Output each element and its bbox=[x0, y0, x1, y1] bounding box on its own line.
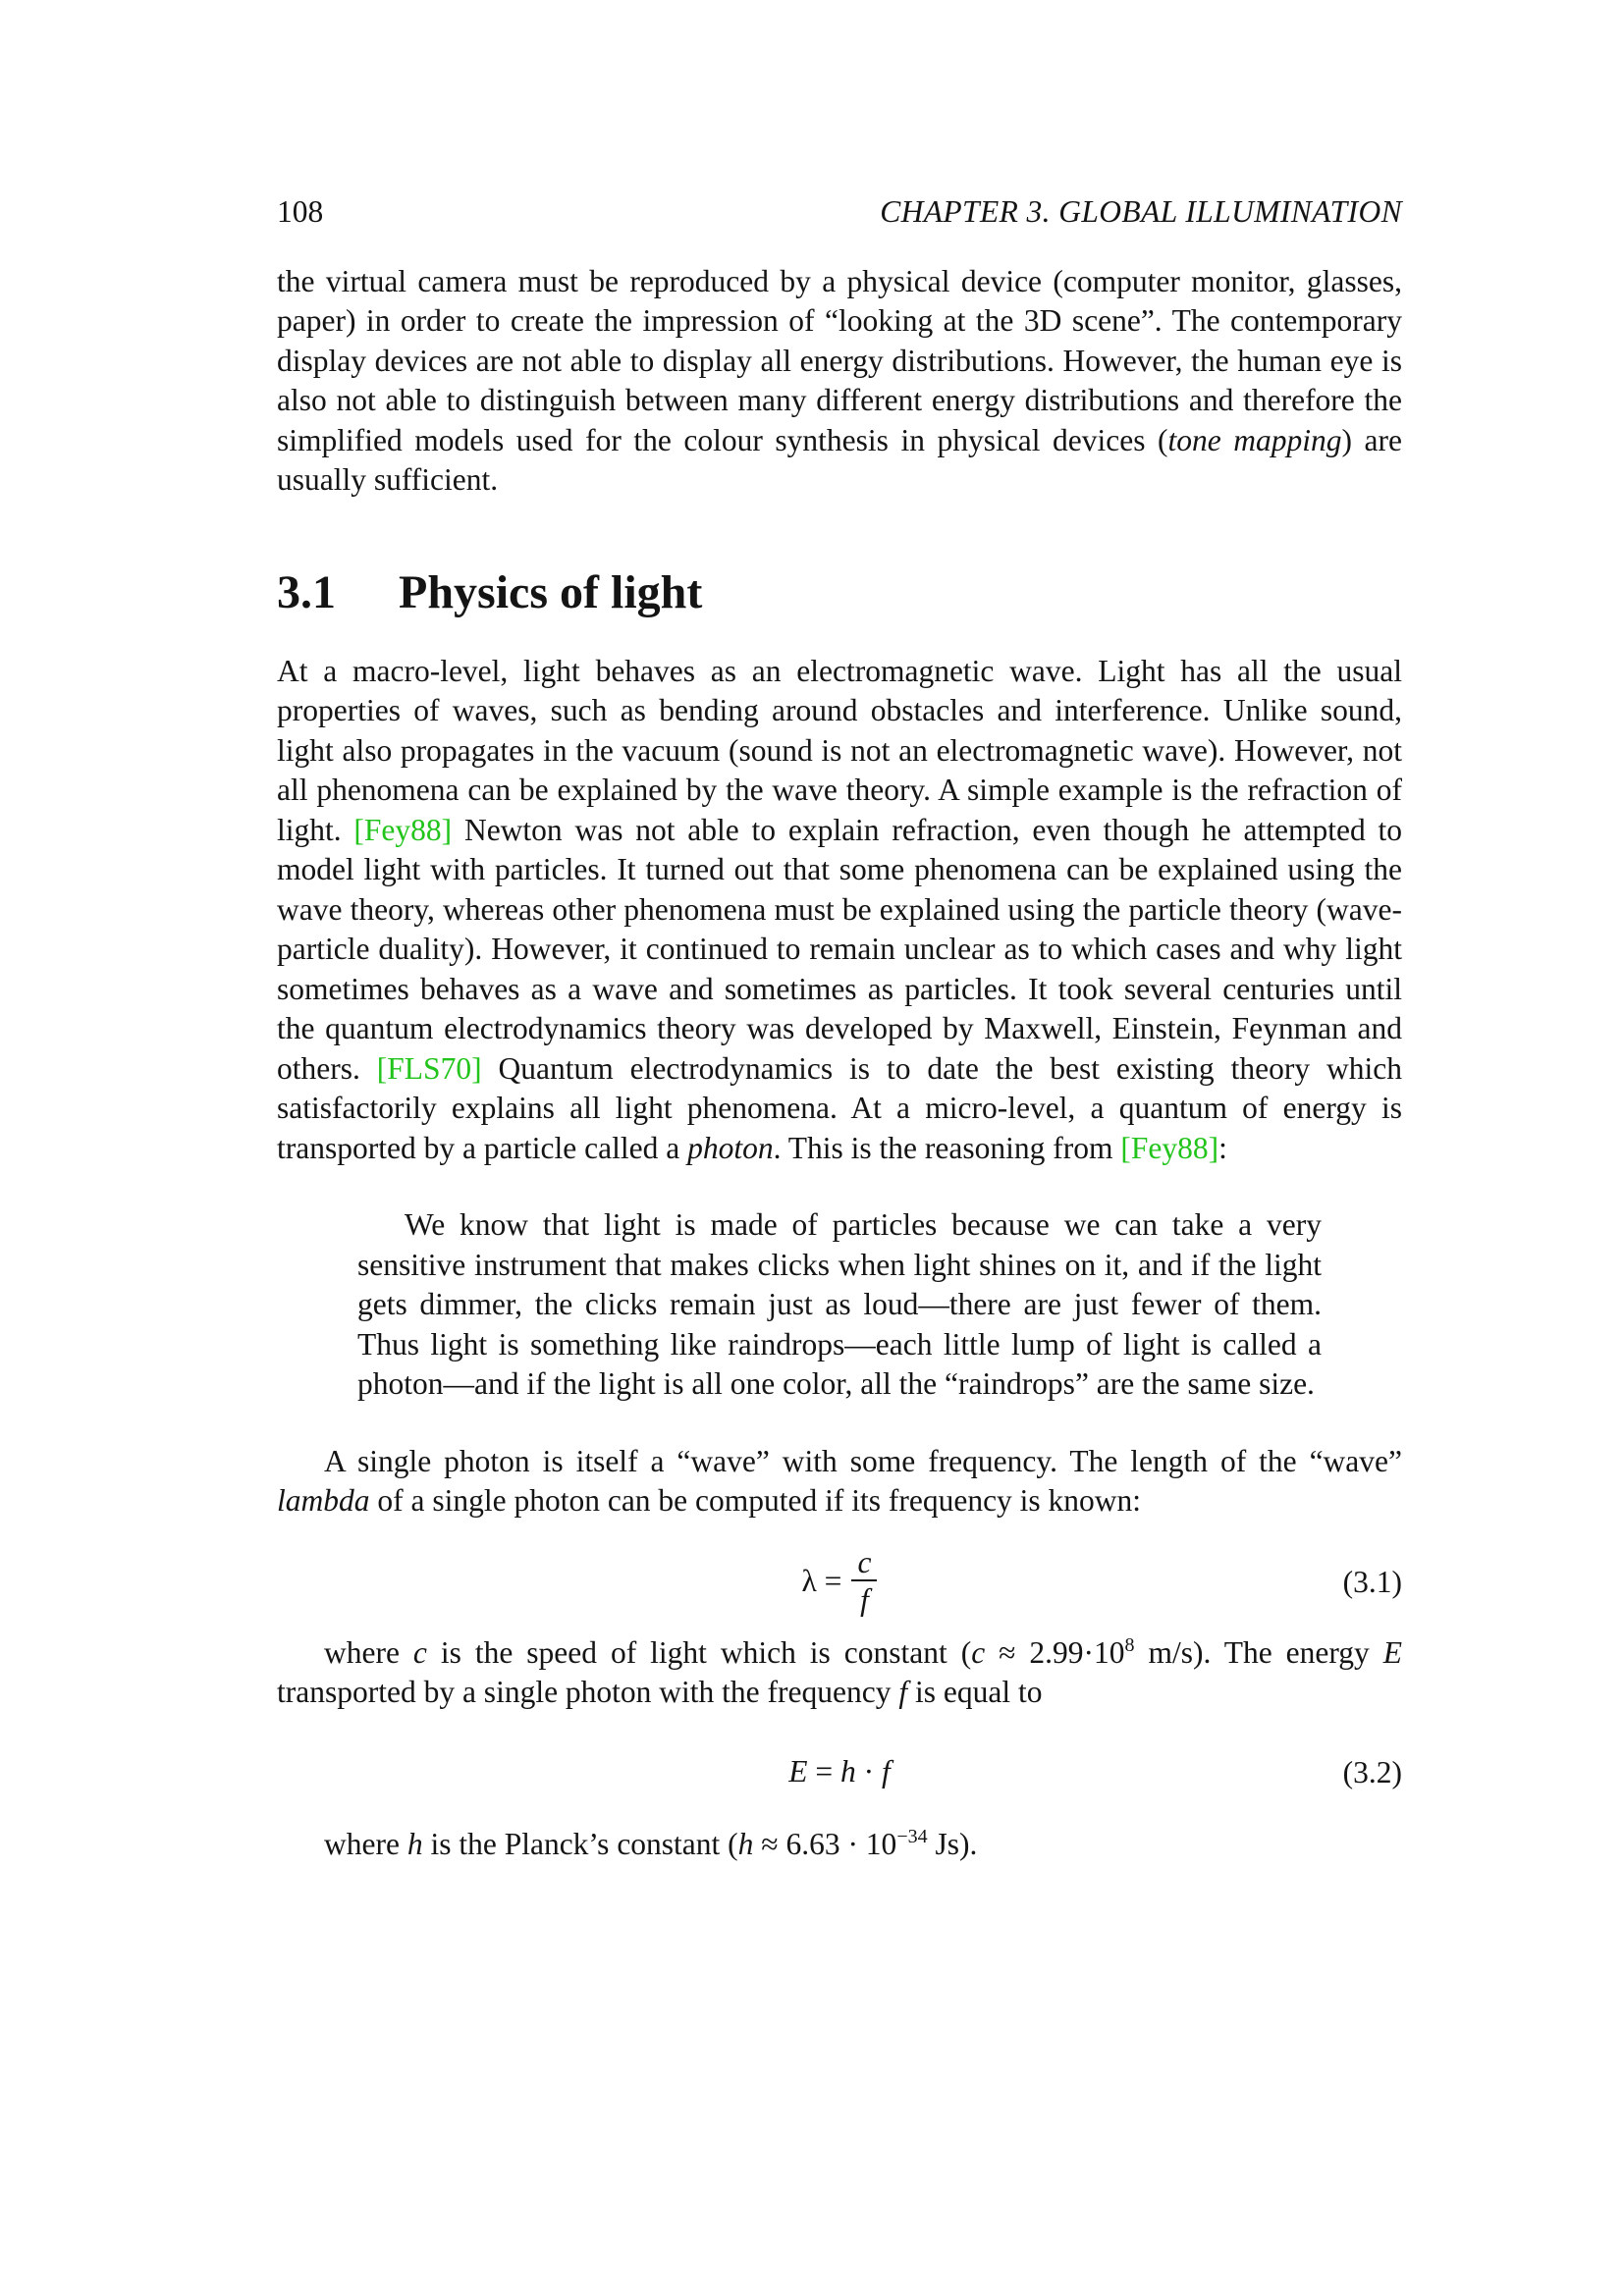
fraction bbox=[851, 1546, 877, 1619]
paragraph-physics: At a macro-level, light behaves as an electromagnetic wave. Light has all the usual properties of waves, such as bending around obstacles and interference. Unlike sound, light also propagates in the vacuum (sound is not an electromagnetic wave). However, not all phenomena can be explained by the wave theory. A simple example is the refraction of light. [Fey88] Newton was not able to explain refraction, even though he attempted to model light with particles. It turned out that some phenomena can be explained using the wave theory, whereas other phenomena must be explained using the particle theory (wave-particle duality). However, it continued to remain unclear as to which cases and why light sometimes behaves as a wave and sometimes as particles. It took several centuries until the quantum electrodynamics theory was developed by Maxwell, Einstein, Feynman and others. [FLS70] Quantum electrodynamics is to date the best existing theory which satisfactorily explains all light phenomena. At a micro-level, a quantum of energy is transported by a particle called a photon. This is the reasoning from [Fey88]: bbox=[277, 653, 1402, 1165]
chapter-title: CHAPTER 3. GLOBAL ILLUMINATION bbox=[880, 194, 1402, 229]
section-number: 3.1 bbox=[277, 565, 336, 618]
fraction-denominator: f bbox=[860, 1581, 869, 1617]
paragraph-photon-wave: A single photon is itself a “wave” with some frequency. The length of the “wave” lambda of a single photon can be computed if its frequency is known: bbox=[277, 1443, 1402, 1518]
equation-lhs: λ = bbox=[801, 1564, 842, 1599]
equation-number: (3.1) bbox=[1342, 1564, 1402, 1599]
paragraph-planck: where h is the Planck’s constant ($h \approx 6.63 \cdot 10^{-34}$ Js). bbox=[324, 1825, 978, 1861]
quote-text: We know that light is made of particles because we can take a very sensitive instrument that makes clicks when light shines on it, and if the light gets dimmer, the clicks remain just as loud—there are just fewer of them. Thus light is something like raindrops—each little lump of light is called a photon—and if the light is all one color, all the “raindrops” are the same size. bbox=[357, 1207, 1322, 1401]
citation-link[interactable]: [Fey88] bbox=[353, 812, 453, 847]
block-quote bbox=[357, 1205, 1322, 1405]
equation-3-2: E = h · f (3.2) bbox=[277, 1746, 1402, 1799]
paragraph-speed-of-light: where c is the speed of light which is constant ($c \approx 2.99\cdot 10^8$ m/s). The energy E transported by a single photon with the frequency f is equal to bbox=[277, 1633, 1403, 1709]
citation-link[interactable]: [FLS70] bbox=[376, 1050, 482, 1086]
citation-link[interactable]: [Fey88] bbox=[1120, 1130, 1219, 1165]
photon-term: photon bbox=[687, 1130, 774, 1165]
equation-3-1 bbox=[277, 1537, 1402, 1628]
tone-mapping-term: tone mapping bbox=[1167, 422, 1342, 457]
equation-number: (3.2) bbox=[1342, 1754, 1402, 1789]
page-number: 108 bbox=[277, 194, 324, 229]
intro-paragraph: the virtual camera must be reproduced by a physical device (computer monitor, glasses, paper) in order to create the impression of “looking at the 3D scene”. The contemporary display devices are not able to display all energy distributions. However, the human eye is also not able to distinguish between many different energy distributions and therefore the simplified models used for the colour synthesis in physical devices (tone mapping) are usually sufficient. bbox=[277, 263, 1402, 497]
fraction-numerator: c bbox=[857, 1544, 872, 1579]
lambda-term: lambda bbox=[277, 1483, 370, 1518]
running-head bbox=[277, 192, 1402, 233]
section-heading bbox=[277, 567, 1402, 618]
page-content bbox=[277, 192, 1402, 1864]
section-title: Physics of light bbox=[399, 565, 703, 618]
